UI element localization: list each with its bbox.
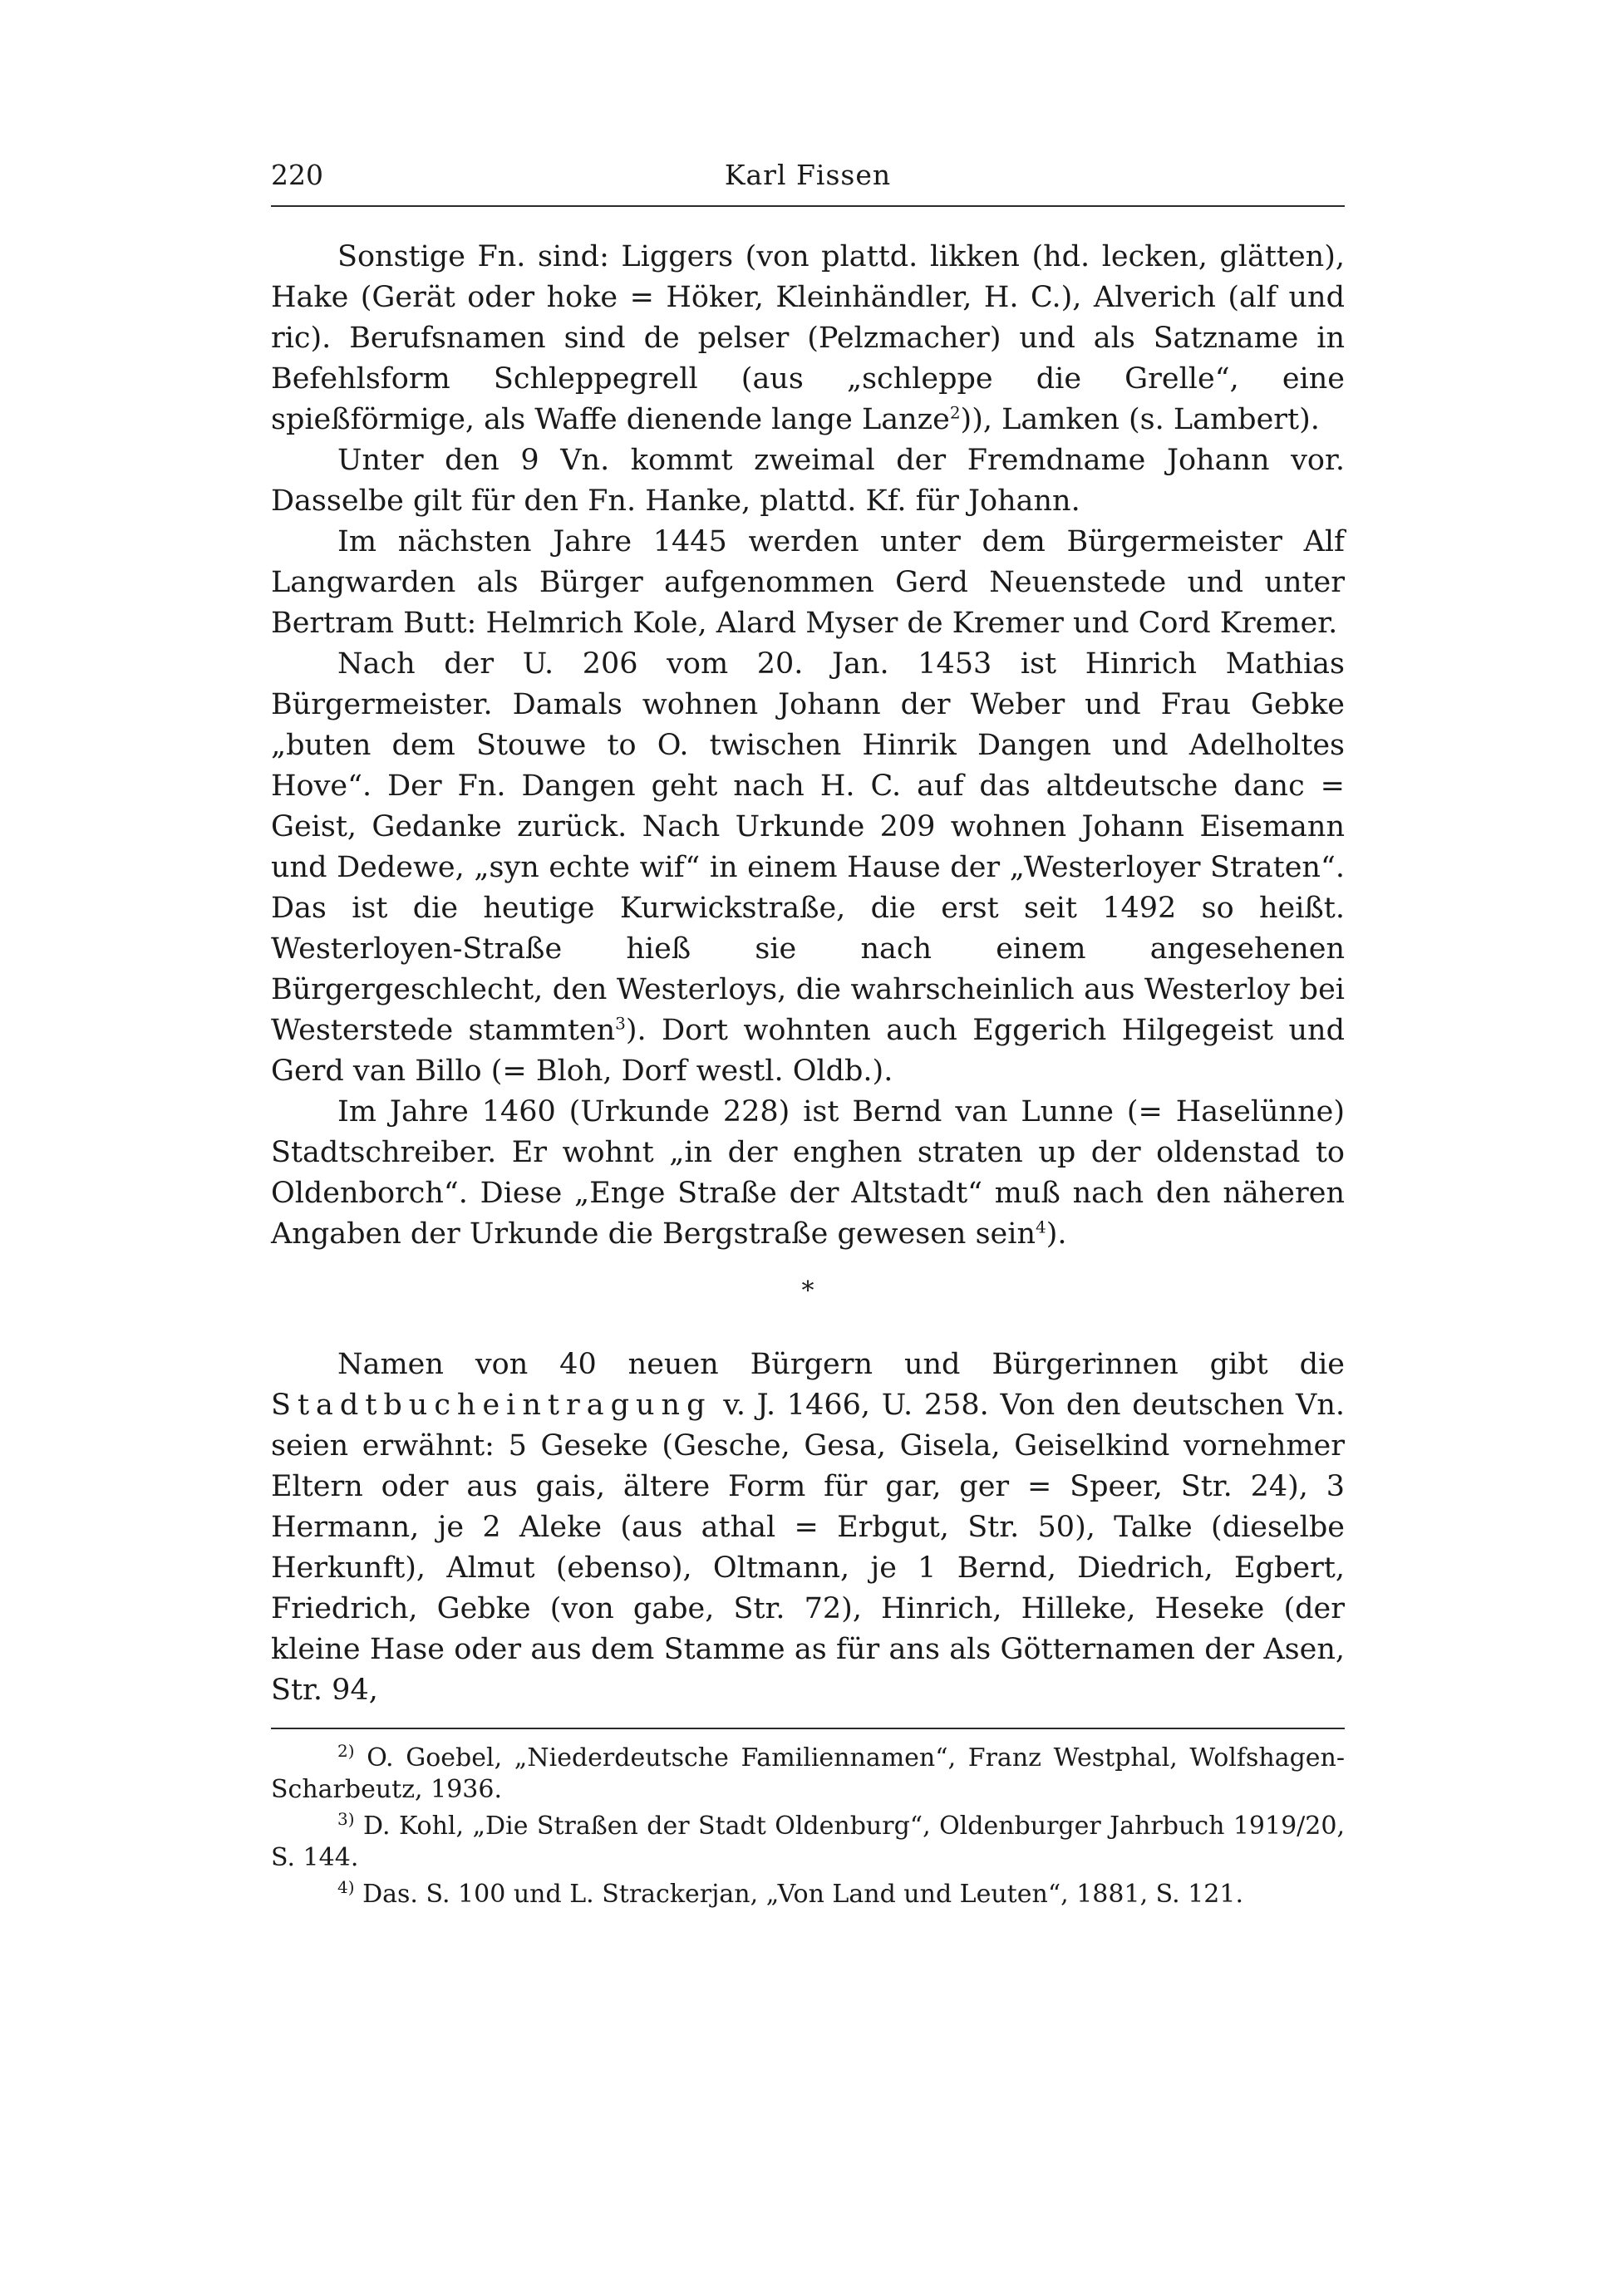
paragraph: Im nächsten Jahre 1445 werden unter dem Bürgermeister Alf Langwarden als Bürger aufgenommen Gerd Neuenstede und unter Bertram Butt: Helmrich Kole, Alard Myser de Kremer und Cord Kremer. (271, 525, 1345, 640)
paragraph: Namen von 40 neuen Bürgern und Bürgerinnen gibt die Stadtbucheintragung v. J. 1466, U. 258. Von den deutschen Vn. seien erwähnt: 5 Geseke (Gesche, Gesa, Gisela, Geiselkind vornehmer Eltern oder aus gais, ältere Form für gar, ger = Speer, Str. 24), 3 Hermann, je 2 Aleke (aus athal = Erbgut, Str. 50), Talke (dieselbe Herkunft), Almut (ebenso), Oltmann, je 1 Bernd, Diedrich, Egbert, Friedrich, Gebke (von gabe, Str. 72), Hinrich, Hilleke, Heseke (der kleine Hase oder aus dem Stamme as für ans als Götternamen der Asen, Str. 94, (271, 1348, 1345, 1707)
page-number: 220 (271, 159, 323, 191)
footnote-mark: 3 (615, 1013, 626, 1034)
footnote-number: 4) (337, 1877, 355, 1897)
footnote-mark: 4 (1036, 1217, 1046, 1237)
footnote: $^{3)}$ D. Kohl, „Die Straßen der Stadt Oldenburg“, Oldenburger Jahrbuch 1919/20, S. 144. (271, 1809, 1345, 1872)
section-separator: * (801, 1276, 814, 1305)
footnote-mark: 2 (949, 402, 961, 423)
header-rule (271, 205, 1345, 207)
footnote: $^{4)}$ Das. S. 100 und L. Strackerjan, „Von Land und Leuten“, 1881, S. 121. (337, 1877, 1243, 1909)
paragraph: Nach der U. 206 vom 20. Jan. 1453 ist Hinrich Mathias Bürgermeister. Damals wohnen Johann der Weber und Frau Gebke „buten dem Stouwe to O. twischen Hinrik Dangen und Adelholtes Hove“. Der Fn. Dangen geht nach H. C. auf das altdeutsche danc = Geist, Gedanke zurück. Nach Urkunde 209 wohnen Johann Eisemann und Dedewe, „syn echte wif“ in einem Hause der „Westerloyer Straten“. Das ist die heutige Kurwickstraße, die erst seit 1492 so heißt. Westerloyen-Straße hieß sie nach einem angesehenen Bürgergeschlecht, den Westerloys, die wahrscheinlich aus Westerloy bei Westerstede stammten$^3$). Dort wohnten auch Eggerich Hilgegeist und Gerd van Billo (= Bloh, Dorf westl. Oldb.). (271, 647, 1345, 1088)
paragraph: Sonstige Fn. sind: Liggers (von plattd. likken (hd. lecken, glätten), Hake (Gerät oder hoke = Höker, Kleinhändler, H. C.), Alverich (alf und ric). Berufsnamen sind de pelser (Pelzmacher) und als Satzname in Befehlsform Schleppegrell (aus „schleppe die Grelle“, eine spießförmige, als Waffe dienende lange Lanze$^2$)), Lamken (s. Lambert). (271, 240, 1345, 436)
body-text (271, 237, 1345, 1711)
footnote-number: 3) (337, 1809, 355, 1829)
running-head: Karl Fissen (724, 159, 892, 191)
spaced-term: Stadtbucheintragung (271, 1389, 712, 1422)
paragraph: Im Jahre 1460 (Urkunde 228) ist Bernd van Lunne (= Haselünne) Stadtschreiber. Er wohnt „in der enghen straten up der oldenstad to Oldenborch“. Diese „Enge Straße der Altstadt“ muß nach den näheren Angaben der Urkunde die Bergstraße gewesen sein$^4$). (271, 1095, 1345, 1251)
page-header (271, 154, 1345, 197)
footnotes (271, 1743, 1345, 1910)
footnote-number: 2) (337, 1741, 355, 1761)
footnote-rule (271, 1728, 1345, 1729)
paragraph: Unter den 9 Vn. kommt zweimal der Fremdname Johann vor. Dasselbe gilt für den Fn. Hanke, plattd. Kf. für Johann. (271, 444, 1345, 518)
page (271, 154, 1345, 1915)
footnote: $^{2)}$ O. Goebel, „Niederdeutsche Familiennamen“, Franz Westphal, Wolfshagen-Scharbeutz, 1936. (271, 1741, 1345, 1804)
